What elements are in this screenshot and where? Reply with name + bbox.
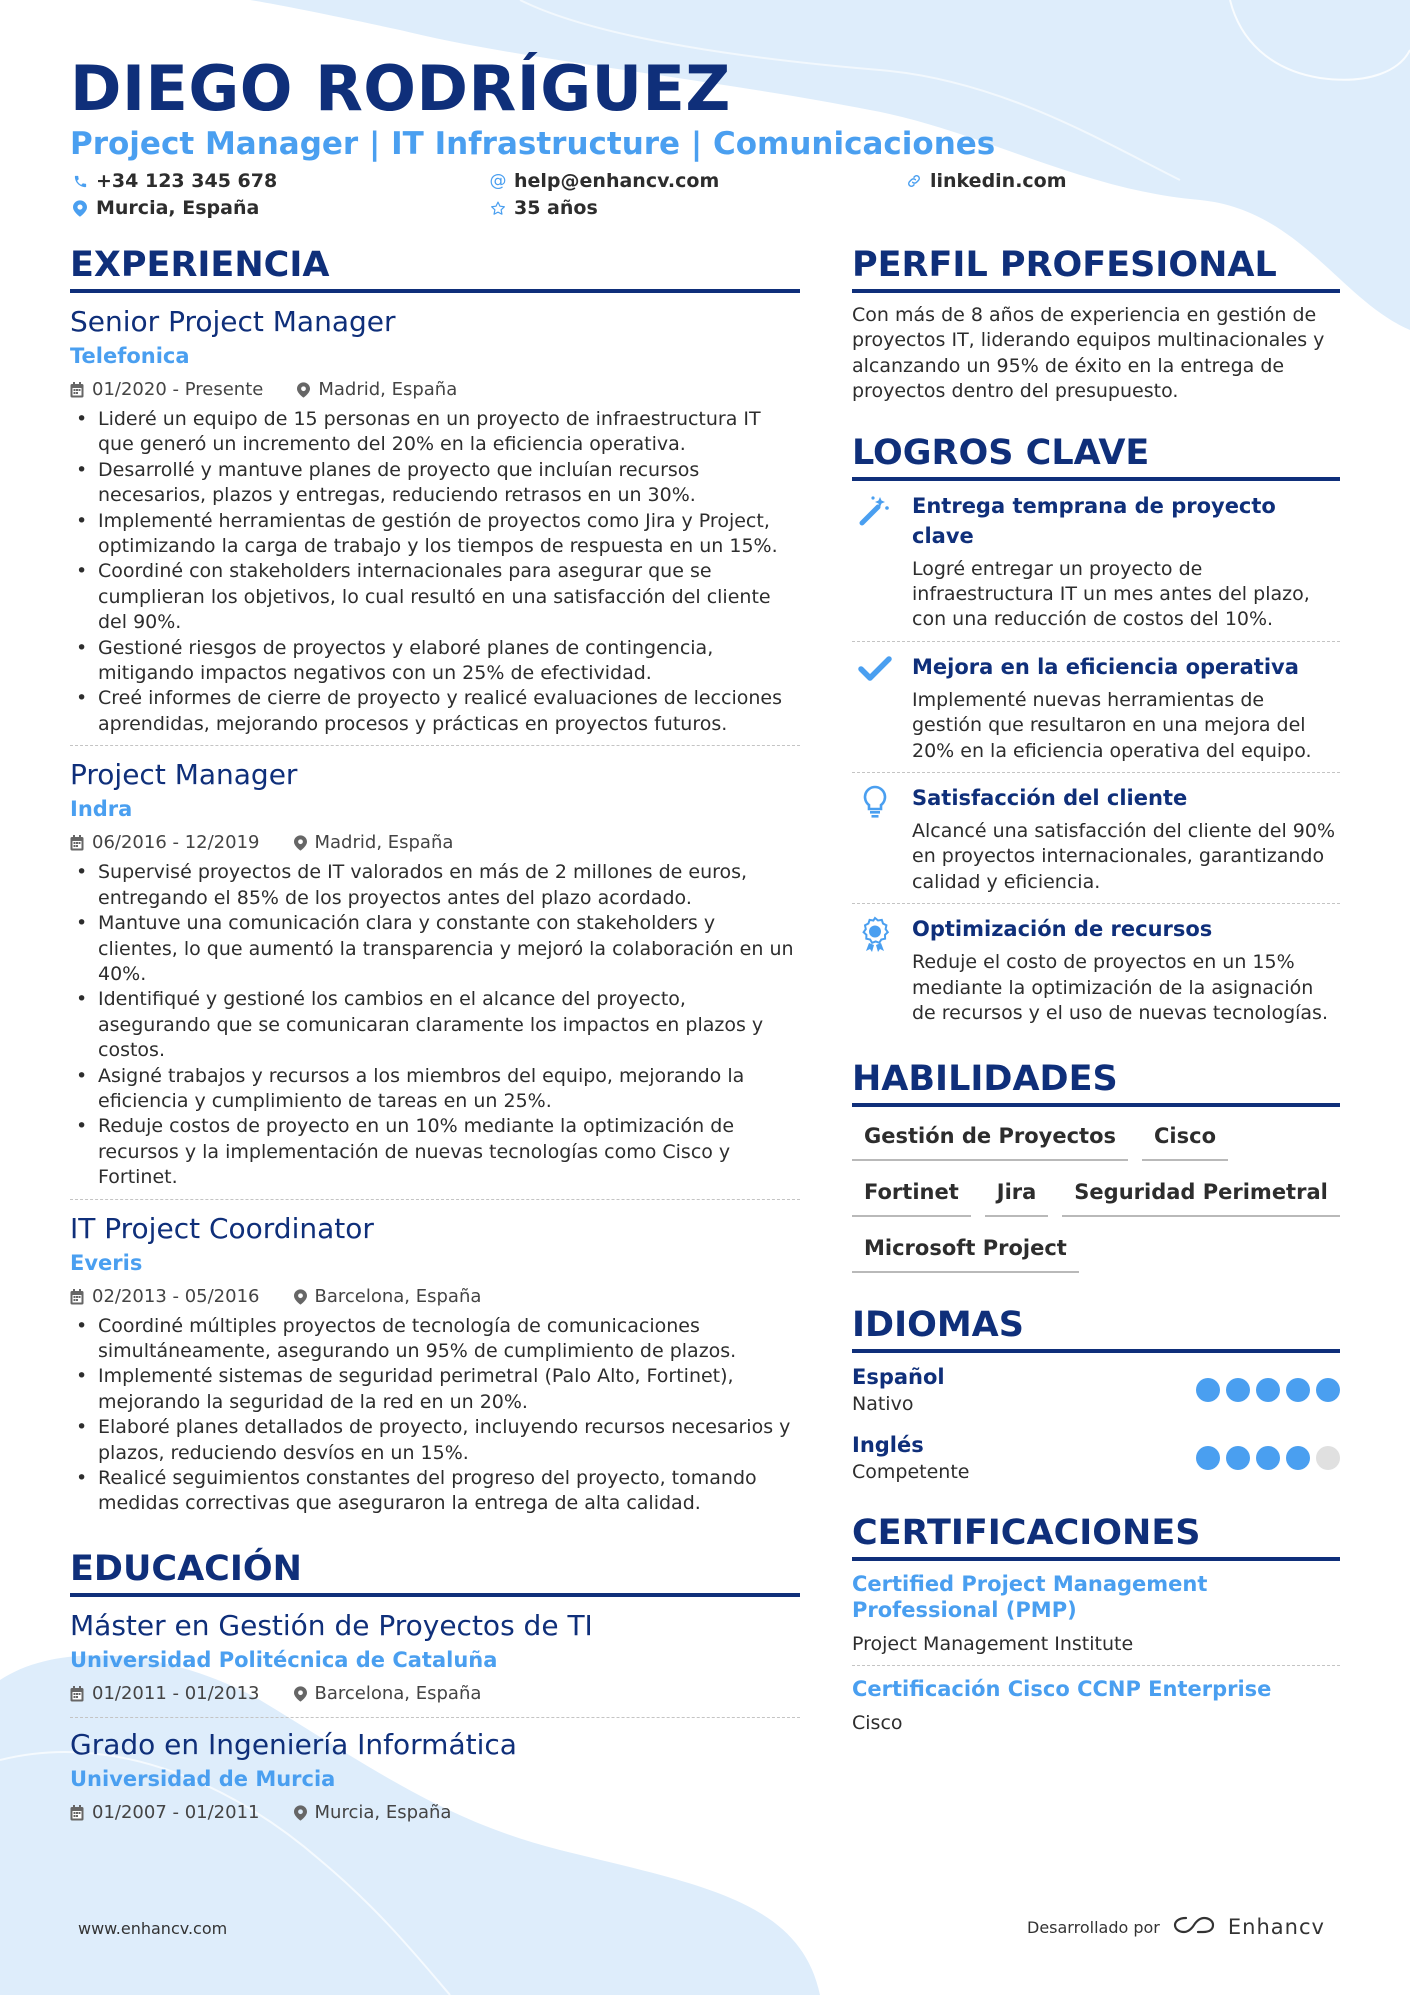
date-range [70, 377, 263, 403]
achievement-description: Logré entregar un proyecto de infraestructura IT un mes antes del plazo, con una reducción de costos del 10%. [912, 557, 1310, 631]
date-text: 01/2011 - 01/2013 [92, 1682, 260, 1704]
certification-entry [852, 1571, 1340, 1666]
language-entry [852, 1363, 1340, 1417]
location [294, 830, 454, 856]
achievement-body [912, 914, 1340, 1026]
headline: Project Manager | IT Infrastructure | Comunicaciones [70, 126, 996, 162]
date-location-row [70, 1681, 800, 1707]
location [294, 1681, 482, 1707]
bullet-item: • Gestioné riesgos de proyectos y elaboré planes de contingencia, mitigando impactos negativos con un 25% de efectividad. [70, 636, 800, 687]
education-entry [70, 1726, 800, 1836]
bullet-item: • Reduje costos de proyecto en un 10% mediante la optimización de recursos y la implementación de nuevas tecnologías como Cisco y Fortinet. [70, 1114, 800, 1190]
language-list [852, 1363, 1340, 1485]
calendar-icon [70, 1686, 84, 1702]
language-entry [852, 1431, 1340, 1485]
certification-issuer: Project Management Institute [852, 1632, 1134, 1655]
achievement-entry [852, 914, 1340, 1034]
bullet-item: • Mantuve una comunicación clara y constante con stakeholders y clientes, lo que aumentó la transparencia y mejoró la colaboración en un 40%. [70, 911, 800, 987]
date-range [70, 1284, 260, 1310]
achievement-title: Entrega temprana de proyecto clave [912, 493, 1276, 548]
education-entry [70, 1607, 800, 1718]
skill-tag: Gestión de Proyectos [852, 1121, 1128, 1161]
contact-location [72, 197, 259, 219]
location-text: Madrid, España [318, 379, 458, 400]
location-text: Barcelona, España [314, 1682, 482, 1704]
location [297, 377, 457, 403]
date-text: 02/2013 - 05/2016 [92, 1285, 260, 1307]
company-name: Everis [70, 1250, 143, 1275]
bullet-item: • Supervisé proyectos de IT valorados en más de 2 millones de euros, entregando el 85% de los proyectos antes del plazo acordado. [70, 860, 800, 911]
phone-text: +34 123 345 678 [96, 170, 278, 192]
achievement-description: Reduje el costo de proyectos en un 15% mediante la optimización de la asignación de recursos y el uso de nuevas tecnologías. [912, 951, 1328, 1025]
job-bullets [70, 860, 800, 1190]
date-range [70, 1681, 260, 1707]
section-title-languages: IDIOMAS [852, 1303, 1340, 1353]
footer-website[interactable]: www.enhancv.com [78, 1919, 228, 1938]
date-text: 01/2007 - 01/2011 [92, 1801, 260, 1823]
rating-dot-filled [1196, 1378, 1220, 1402]
bullet-item: • Coordiné múltiples proyectos de tecnología de comunicaciones simultáneamente, asegurando un 95% de cumplimiento de plazos. [70, 1314, 800, 1365]
section-title-certifications: CERTIFICACIONES [852, 1511, 1340, 1561]
section-title-achievements: LOGROS CLAVE [852, 431, 1340, 481]
language-rating [1196, 1446, 1340, 1470]
date-location-row [70, 1284, 800, 1310]
location [294, 1800, 452, 1826]
language-name: Inglés [852, 1432, 924, 1457]
achievement-title: Satisfacción del cliente [912, 786, 1188, 811]
right-column [852, 243, 1340, 1754]
phone-icon [72, 172, 88, 190]
location [294, 1284, 482, 1310]
language-name: Español [852, 1364, 945, 1389]
achievement-entry [852, 652, 1340, 773]
checkmark-icon [852, 652, 898, 764]
award-icon [852, 914, 898, 1026]
location-text: Madrid, España [314, 832, 454, 854]
section-title-profile: PERFIL PROFESIONAL [852, 243, 1340, 293]
date-text: 01/2020 - Presente [92, 379, 264, 400]
certification-name: Certified Project Management Professional (PMP) [852, 1571, 1208, 1622]
language-info [852, 1363, 945, 1417]
achievement-entry [852, 491, 1340, 642]
contact-age [490, 197, 598, 219]
footer-brand[interactable] [1027, 1914, 1325, 1940]
rating-dot-filled [1286, 1446, 1310, 1470]
bullet-item: • Lideré un equipo de 15 personas en un proyecto de infraestructura IT que generó un incremento del 20% en la eficiencia operativa. [70, 407, 800, 458]
bullet-item: • Creé informes de cierre de proyecto y realicé evaluaciones de lecciones aprendidas, mejorando procesos y prácticas en proyectos futuros. [70, 686, 800, 737]
linkedin-text[interactable]: linkedin.com [930, 170, 1067, 192]
job-bullets [70, 407, 800, 737]
bullet-item: • Desarrollé y mantuve planes de proyecto que incluían recursos necesarios, plazos y entregas, reduciendo retrasos en un 30%. [70, 458, 800, 509]
language-info [852, 1431, 969, 1485]
achievement-body [912, 491, 1340, 633]
degree-title: Grado en Ingeniería Informática [70, 1727, 517, 1761]
achievement-description: Implementé nuevas herramientas de gestión que resultaron en una mejora del 20% en la eficiencia operativa del equipo. [912, 688, 1312, 762]
enhancv-brand: Enhancv [1227, 1915, 1325, 1939]
achievement-body [912, 652, 1340, 764]
job-title: IT Project Coordinator [70, 1211, 374, 1245]
location-pin-icon [294, 1805, 307, 1821]
bullet-item: • Realicé seguimientos constantes del progreso del proyecto, tomando medidas correctivas que aseguraron la entrega de alta calidad. [70, 1466, 800, 1517]
enhancv-logo-icon [1172, 1914, 1216, 1940]
rating-dot-filled [1226, 1446, 1250, 1470]
date-range [70, 830, 260, 856]
language-level: Nativo [852, 1392, 914, 1415]
age-text: 35 años [514, 197, 598, 219]
achievement-list [852, 491, 1340, 1035]
experience-entry [70, 1210, 800, 1525]
candidate-name: DIEGO RODRÍGUEZ [70, 52, 731, 125]
experience-list [70, 303, 800, 1525]
location-pin-icon [72, 199, 88, 217]
star-icon [490, 199, 506, 217]
bullet-item: • Implementé herramientas de gestión de proyectos como Jira y Project, optimizando la carga de trabajo y los tiempos de respuesta en un 15%. [70, 509, 800, 560]
section-title-education: EDUCACIÓN [70, 1547, 800, 1597]
company-name: Indra [70, 797, 133, 822]
footer-powered-by: Desarrollado por [1027, 1917, 1160, 1937]
skill-tag: Fortinet [852, 1177, 971, 1217]
rating-dot-filled [1226, 1378, 1250, 1402]
magic-wand-icon [852, 491, 898, 633]
rating-dot-filled [1256, 1446, 1280, 1470]
left-column [70, 243, 800, 1844]
experience-entry [70, 756, 800, 1199]
job-title: Project Manager [70, 758, 298, 792]
education-list [70, 1607, 800, 1836]
location-pin-icon [297, 382, 310, 398]
company-name: Telefonica [70, 344, 190, 368]
achievement-description: Alcancé una satisfacción del cliente del 90% en proyectos internacionales, garantizando calidad y eficiencia. [912, 820, 1336, 893]
skill-tag: Microsoft Project [852, 1233, 1079, 1273]
certification-list [852, 1571, 1340, 1744]
experience-entry [70, 303, 800, 746]
rating-dot-empty [1316, 1446, 1340, 1470]
certification-name: Certificación Cisco CCNP Enterprise [852, 1676, 1272, 1701]
bullet-item: • Implementé sistemas de seguridad perimetral (Palo Alto, Fortinet), mejorando la seguridad de la red en un 20%. [70, 1364, 800, 1415]
calendar-icon [70, 382, 84, 398]
contact-email[interactable] [490, 170, 719, 192]
school-name: Universidad de Murcia [70, 1766, 336, 1791]
date-range [70, 1800, 260, 1826]
contact-phone [72, 170, 277, 192]
profile-summary: Con más de 8 años de experiencia en gestión de proyectos IT, liderando equipos multinacionales y alcanzando un 95% de éxito en la entrega de proyectos dentro del presupuesto. [852, 304, 1325, 403]
achievement-body [912, 783, 1340, 895]
date-location-row [70, 830, 800, 856]
rating-dot-filled [1256, 1378, 1280, 1402]
rating-dot-filled [1196, 1446, 1220, 1470]
rating-dot-filled [1286, 1378, 1310, 1402]
section-title-skills: HABILIDADES [852, 1057, 1340, 1107]
calendar-icon [70, 835, 84, 851]
bullet-item: • Asigné trabajos y recursos a los miembros del equipo, mejorando la eficiencia y cumplimiento de tareas en un 25%. [70, 1064, 800, 1115]
link-icon [906, 172, 922, 190]
skill-tag: Jira [985, 1177, 1049, 1217]
at-icon: @ [489, 171, 507, 191]
job-title: Senior Project Manager [70, 305, 396, 338]
location-text: Murcia, España [314, 1801, 452, 1823]
achievement-entry [852, 783, 1340, 904]
degree-title: Máster en Gestión de Proyectos de TI [70, 1608, 593, 1642]
skill-tag: Cisco [1142, 1121, 1228, 1161]
bullet-item: • Coordiné con stakeholders internacionales para asegurar que se cumplieran los objetivos, lo cual resultó en una satisfacción del cliente del 90%. [70, 559, 800, 635]
skill-tag: Seguridad Perimetral [1062, 1177, 1340, 1217]
job-bullets [70, 1314, 800, 1517]
achievement-title: Optimización de recursos [912, 917, 1213, 942]
date-location-row [70, 377, 800, 403]
certification-entry [852, 1676, 1340, 1744]
bullet-item: • Elaboré planes detallados de proyecto, incluyendo recursos necesarios y plazos, reduciendo desvíos en un 15%. [70, 1415, 800, 1466]
language-rating [1196, 1378, 1340, 1402]
date-location-row [70, 1800, 800, 1826]
language-level: Competente [852, 1460, 970, 1483]
location-text: Barcelona, España [314, 1285, 482, 1307]
contact-linkedin[interactable] [906, 170, 1067, 192]
lightbulb-icon [852, 783, 898, 895]
certification-issuer: Cisco [852, 1711, 903, 1734]
location-pin-icon [294, 1686, 307, 1702]
date-text: 06/2016 - 12/2019 [92, 832, 260, 854]
section-title-experience: EXPERIENCIA [70, 243, 800, 293]
location-pin-icon [294, 835, 307, 851]
calendar-icon [70, 1805, 84, 1821]
location-pin-icon [294, 1289, 307, 1305]
location-text: Murcia, España [96, 197, 260, 219]
rating-dot-filled [1316, 1378, 1340, 1402]
bullet-item: • Identifiqué y gestioné los cambios en el alcance del proyecto, asegurando que se comunicaran claramente los impactos en plazos y costos. [70, 987, 800, 1063]
email-text[interactable]: help@enhancv.com [514, 170, 720, 192]
school-name: Universidad Politécnica de Cataluña [70, 1647, 498, 1672]
achievement-title: Mejora en la eficiencia operativa [912, 654, 1299, 679]
skill-list [852, 1121, 1340, 1273]
calendar-icon [70, 1289, 84, 1305]
